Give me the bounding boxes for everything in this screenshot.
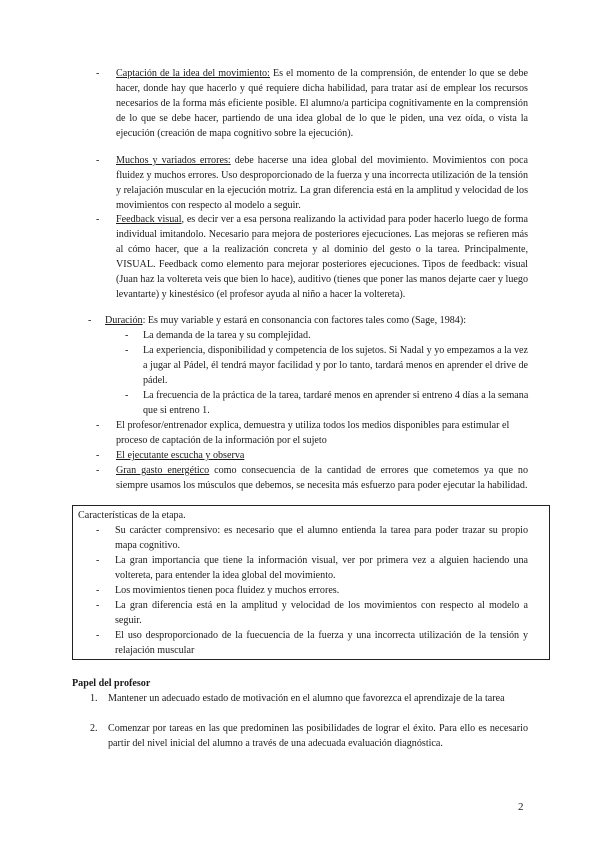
box-item: El uso desproporcionado de la fuecuencia de la fuerza y una incorrecta utilización de la tensión y relajación muscular — [115, 630, 528, 656]
bullet-feedback — [116, 212, 528, 302]
sub-bullet-dash: - — [125, 345, 129, 356]
bullet-dash: - — [96, 420, 100, 431]
bullet-dash: - — [88, 315, 92, 326]
duracion-item: La demanda de la tarea y su complejidad. — [143, 330, 311, 341]
box-item: La gran importancia que tiene la información visual, ver por primera vez a alguien haciendo una voltereta, para entender la idea global del movimiento. — [115, 555, 528, 581]
bullet-gasto — [116, 463, 528, 493]
list-number: 1. — [90, 693, 98, 704]
bullet-text: Es el momento de la comprensión, de entender lo que se debe hacer, donde hay que hacerlo y qué requiere dicha habilidad, para tratar así de emplear los recursos necesarios de la forma más eficiente posible. El alumno/a participa cognitivamente en la comprensión de lo que se debe hacer, partiendo de una idea global de lo que le piden, una vez oída, o vista la ejecución (creación de mapa cognitivo sobre la ejecución). — [116, 68, 528, 139]
box-bullet-dash: - — [96, 630, 100, 641]
sub-bullet-dash: - — [125, 330, 129, 341]
bullet-term: Feedback visual — [116, 214, 182, 225]
bullet-text: debe hacerse una idea global del movimiento. Movimientos con poca fluidez y muchos errores. Uso desproporcionado de la fuerza y una incorrecta utilización de la tensión y relajación muscular en la ejecución motriz. La gran diferencia está en la amplitud y velocidad de los movimientos con respecto al modelo a seguir. — [116, 155, 529, 211]
bullet-captacion — [116, 66, 528, 141]
bullet-errores — [116, 153, 528, 213]
box-bullet-dash: - — [96, 525, 100, 536]
box-item: Los movimientos tienen poca fluidez y muchos errores. — [115, 585, 340, 596]
bullet-dash: - — [96, 68, 100, 79]
box-title: Características de la etapa. — [78, 510, 186, 521]
bullet-text: , es decir ver a esa persona realizando la actividad para poder hacerlo luego de forma individual imitandolo. Necesario para mejora de posteriores ejecuciones. Las mejoras se refieren más al cómo hacer, que a la realización concreta y al dominio del gesto o la tarea. Principalmente, VISUAL. Feedback como elemento para mejorar posteriores ejecuciones. Tipos de feedback: visual (Juan haz la voltereta veis que bien lo hace), auditivo (tienes que poner las manos dejarte caer y luego levantarte) y kinestésico (el profesor ayuda al niño a hacer la voltereta). — [116, 214, 529, 300]
duracion-item: La frecuencia de la práctica de la tarea, tardaré menos en aprender si entreno 4 días a la semana que si entreno 1. — [143, 390, 529, 416]
bullet-dash: - — [96, 155, 100, 166]
list-number: 2. — [90, 723, 98, 734]
list-item: Mantener un adecuado estado de motivación en el alumno que favorezca el aprendizaje de la tarea — [108, 693, 505, 704]
sub-bullet-dash: - — [125, 390, 129, 401]
box-bullet-dash: - — [96, 600, 100, 611]
section-heading: Papel del profesor — [72, 678, 151, 689]
bullet-term: Captación de la idea del movimiento: — [116, 68, 270, 79]
bullet-dash: - — [96, 450, 100, 461]
box-item: Su carácter comprensivo: es necesario que el alumno entienda la tarea para poder trazar su propio mapa cognitivo. — [115, 525, 528, 551]
duracion-item: La experiencia, disponibilidad y competencia de los sujetos. Si Nadal y yo empezamos a la vez a jugar al Pádel, él tendrá mayor facilidad y por lo tanto, tardará menos en aprender el drive de pádel. — [143, 345, 528, 386]
bullet-text: como consecuencia de la cantidad de errores que cometemos ya que no siempre usamos los músculos que debemos, se necesita más esfuerzo para poder ejecutar la habilidad. — [116, 465, 528, 491]
list-item: Comenzar por tareas en las que predominen las posibilidades de lograr el éxito. Para ello es necesario partir del nivel inicial del alumno a través de una adecuada evaluación diagnóstica. — [108, 723, 528, 749]
bullet-dash: - — [96, 465, 100, 476]
bullet-ejecutante: El ejecutante escucha y observa — [116, 450, 245, 461]
bullet-term: Muchos y variados errores: — [116, 155, 231, 166]
page-number: 2 — [518, 801, 524, 813]
bullet-dash: - — [96, 214, 100, 225]
bullet-term: Duración — [105, 315, 143, 326]
bullet-text: : Es muy variable y estará en consonancia con factores tales como (Sage, 1984): — [142, 315, 467, 326]
box-item: La gran diferencia está en la amplitud y velocidad de los movimientos con respecto al modelo a seguir. — [115, 600, 528, 626]
box-bullet-dash: - — [96, 585, 100, 596]
bullet-profesor: El profesor/entrenador explica, demuestra y utiliza todos los medios disponibles para estimular el proceso de captación de la información por el sujeto — [116, 420, 510, 446]
box-bullet-dash: - — [96, 555, 100, 566]
bullet-term: Gran gasto energético — [116, 465, 210, 476]
bullet-duracion — [105, 313, 535, 328]
